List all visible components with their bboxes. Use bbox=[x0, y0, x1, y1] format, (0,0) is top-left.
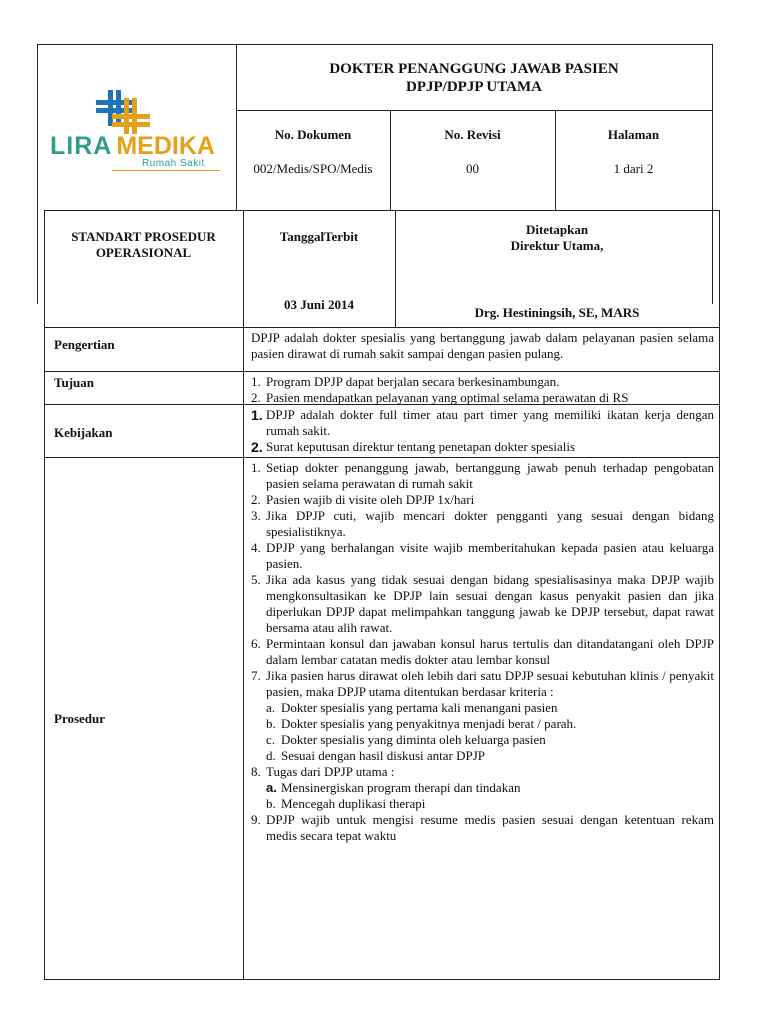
ditetapkan-line2: Direktur Utama, bbox=[510, 238, 604, 253]
border-line bbox=[37, 44, 712, 45]
list-item-number: 2. bbox=[251, 390, 261, 405]
border-line bbox=[37, 44, 38, 304]
ditetapkan bbox=[395, 222, 719, 254]
list-item bbox=[251, 748, 714, 764]
list-item-text: Dokter spesialis yang pertama kali menangani pasien bbox=[281, 700, 558, 715]
list-item-text: Permintaan konsul dan jawaban konsul harus tertulis dan ditandatangani oleh DPJP dalam lembar catatan medis dokter atau lembar konsul bbox=[266, 636, 714, 667]
tanggal-terbit-value: 03 Juni 2014 bbox=[283, 297, 355, 312]
list-item-text: Program DPJP dapat berjalan secara berkesinambungan. bbox=[266, 374, 560, 389]
list-item-number: b. bbox=[266, 716, 276, 731]
pengertian-label: Pengertian bbox=[54, 337, 115, 352]
list-item-number: 1. bbox=[251, 460, 261, 475]
list-item bbox=[251, 668, 714, 700]
list-item bbox=[251, 374, 714, 390]
list-item bbox=[251, 407, 714, 439]
list-item bbox=[251, 780, 714, 796]
border-line bbox=[712, 44, 713, 304]
list-item bbox=[251, 812, 714, 844]
list-item-text: Mencegah duplikasi therapi bbox=[281, 796, 426, 811]
list-item-text: Tugas dari DPJP utama : bbox=[266, 764, 395, 779]
list-item-number: 7. bbox=[251, 668, 261, 683]
logo-brand-lira: LIRA bbox=[50, 132, 113, 160]
border-line bbox=[44, 979, 720, 980]
logo-wordmark bbox=[50, 132, 215, 160]
list-item bbox=[251, 508, 714, 540]
document-title-line2: DPJP/DPJP UTAMA bbox=[406, 79, 542, 95]
list-item bbox=[251, 764, 714, 780]
border-line bbox=[44, 210, 45, 980]
list-item-number: b. bbox=[266, 796, 276, 811]
border-line bbox=[44, 327, 719, 328]
border-line bbox=[719, 210, 720, 980]
list-item bbox=[251, 390, 714, 406]
list-item-text: DPJP wajib untuk mengisi resume medis pasien sesuai dengan ketentuan rekam medis secara tepat waktu bbox=[266, 812, 714, 843]
list-item bbox=[251, 540, 714, 572]
kebijakan-label: Kebijakan bbox=[54, 425, 113, 440]
border-line bbox=[44, 457, 719, 458]
pengertian-text: DPJP adalah dokter spesialis yang bertanggung jawab dalam pelayanan pasien selama pasien dirawat di rumah sakit sampai dengan pasien pulang. bbox=[251, 330, 714, 361]
list-item-text: Setiap dokter penanggung jawab, bertanggung jawab penuh terhadap pengobatan pasien selama perawatan di rumah sakit bbox=[266, 460, 714, 491]
spo-title-line1: STANDART PROSEDUR bbox=[71, 229, 216, 244]
no-dokumen-value: 002/Medis/SPO/Medis bbox=[253, 161, 373, 176]
list-item-text: Pasien mendapatkan pelayanan yang optimal selama perawatan di RS bbox=[266, 390, 629, 405]
list-item-number: a. bbox=[266, 780, 277, 795]
list-item-text: DPJP yang berhalangan visite wajib memberitahukan kepada pasien atau keluarga pasien. bbox=[266, 540, 714, 571]
list-item-number: 2. bbox=[251, 492, 261, 507]
no-revisi-value: 00 bbox=[466, 161, 479, 176]
list-item bbox=[251, 732, 714, 748]
list-item-number: 1. bbox=[251, 407, 263, 423]
list-item-text: Dokter spesialis yang diminta oleh keluarga pasien bbox=[281, 732, 546, 747]
list-item-number: 4. bbox=[251, 540, 261, 555]
list-item bbox=[251, 716, 714, 732]
document-title-line1: DOKTER PENANGGUNG JAWAB PASIEN bbox=[329, 61, 619, 77]
list-item bbox=[251, 460, 714, 492]
signer-name: Drg. Hestiningsih, SE, MARS bbox=[474, 305, 640, 320]
halaman-label: Halaman bbox=[607, 127, 660, 142]
border-line bbox=[44, 210, 719, 211]
border-line bbox=[555, 110, 556, 210]
list-item-text: Jika ada kasus yang tidak sesuai dengan bidang spesialisasinya maka DPJP wajib mengkonsultasikan ke DPJP lain sesuai dengan kasus penyakit pasien dan jika diperlukan DPJP dapat melimpahkan tanggung jawab ke DPJP tersebut, dapat rawat bersama atau alih rawat. bbox=[266, 572, 714, 635]
spo-title-line2: OPERASIONAL bbox=[95, 245, 192, 260]
no-dokumen-label: No. Dokumen bbox=[274, 127, 352, 142]
list-item-text: Jika pasien harus dirawat oleh lebih dari satu DPJP sesuai kebutuhan klinis / penyakit pasien, maka DPJP utama ditentukan berdasar kriteria : bbox=[266, 668, 714, 699]
list-item-number: 8. bbox=[251, 764, 261, 779]
border-line bbox=[243, 210, 244, 980]
list-item bbox=[251, 700, 714, 716]
border-line bbox=[44, 371, 719, 372]
list-item-text: Mensinergiskan program therapi dan tindakan bbox=[281, 780, 521, 795]
ditetapkan-line1: Ditetapkan bbox=[525, 222, 589, 237]
border-line bbox=[390, 110, 391, 210]
list-item-number: 5. bbox=[251, 572, 261, 587]
list-item bbox=[251, 796, 714, 812]
logo-tagline: Rumah Sakit bbox=[142, 158, 205, 169]
list-item bbox=[251, 572, 714, 636]
list-item bbox=[251, 439, 714, 455]
hospital-logo bbox=[50, 86, 226, 170]
kebijakan-list bbox=[251, 407, 714, 455]
prosedur-label: Prosedur bbox=[54, 711, 106, 726]
list-item-text: Jika DPJP cuti, wajib mencari dokter pengganti yang sesuai dengan bidang spesialistiknya. bbox=[266, 508, 714, 539]
list-item-number: 3. bbox=[251, 508, 261, 523]
list-item bbox=[251, 492, 714, 508]
tanggal-terbit-label: TanggalTerbit bbox=[279, 229, 359, 244]
tujuan-list bbox=[251, 374, 714, 406]
prosedur-list bbox=[251, 460, 714, 844]
list-item-number: 1. bbox=[251, 374, 261, 389]
list-item-number: a. bbox=[266, 700, 276, 715]
list-item-text: Sesuai dengan hasil diskusi antar DPJP bbox=[281, 748, 486, 763]
logo-brand-medika: MEDIKA bbox=[116, 132, 215, 160]
no-revisi-label: No. Revisi bbox=[444, 127, 501, 142]
list-item-text: DPJP adalah dokter full timer atau part timer yang memiliki ikatan kerja dengan rumah sakit. bbox=[266, 407, 714, 438]
list-item bbox=[251, 636, 714, 668]
halaman-value: 1 dari 2 bbox=[613, 161, 654, 176]
list-item-number: 2. bbox=[251, 439, 263, 455]
list-item-text: Surat keputusan direktur tentang penetapan dokter spesialis bbox=[266, 439, 576, 454]
tujuan-label: Tujuan bbox=[54, 375, 94, 390]
spo-title bbox=[44, 229, 243, 261]
list-item-number: 9. bbox=[251, 812, 261, 827]
list-item-number: d. bbox=[266, 748, 276, 763]
list-item-text: Dokter spesialis yang penyakitnya menjadi berat / parah. bbox=[281, 716, 577, 731]
document-title bbox=[236, 60, 712, 96]
list-item-number: c. bbox=[266, 732, 276, 747]
logo-underline bbox=[112, 170, 220, 171]
list-item-text: Pasien wajib di visite oleh DPJP 1x/hari bbox=[266, 492, 475, 507]
border-line bbox=[236, 110, 712, 111]
list-item-number: 6. bbox=[251, 636, 261, 651]
